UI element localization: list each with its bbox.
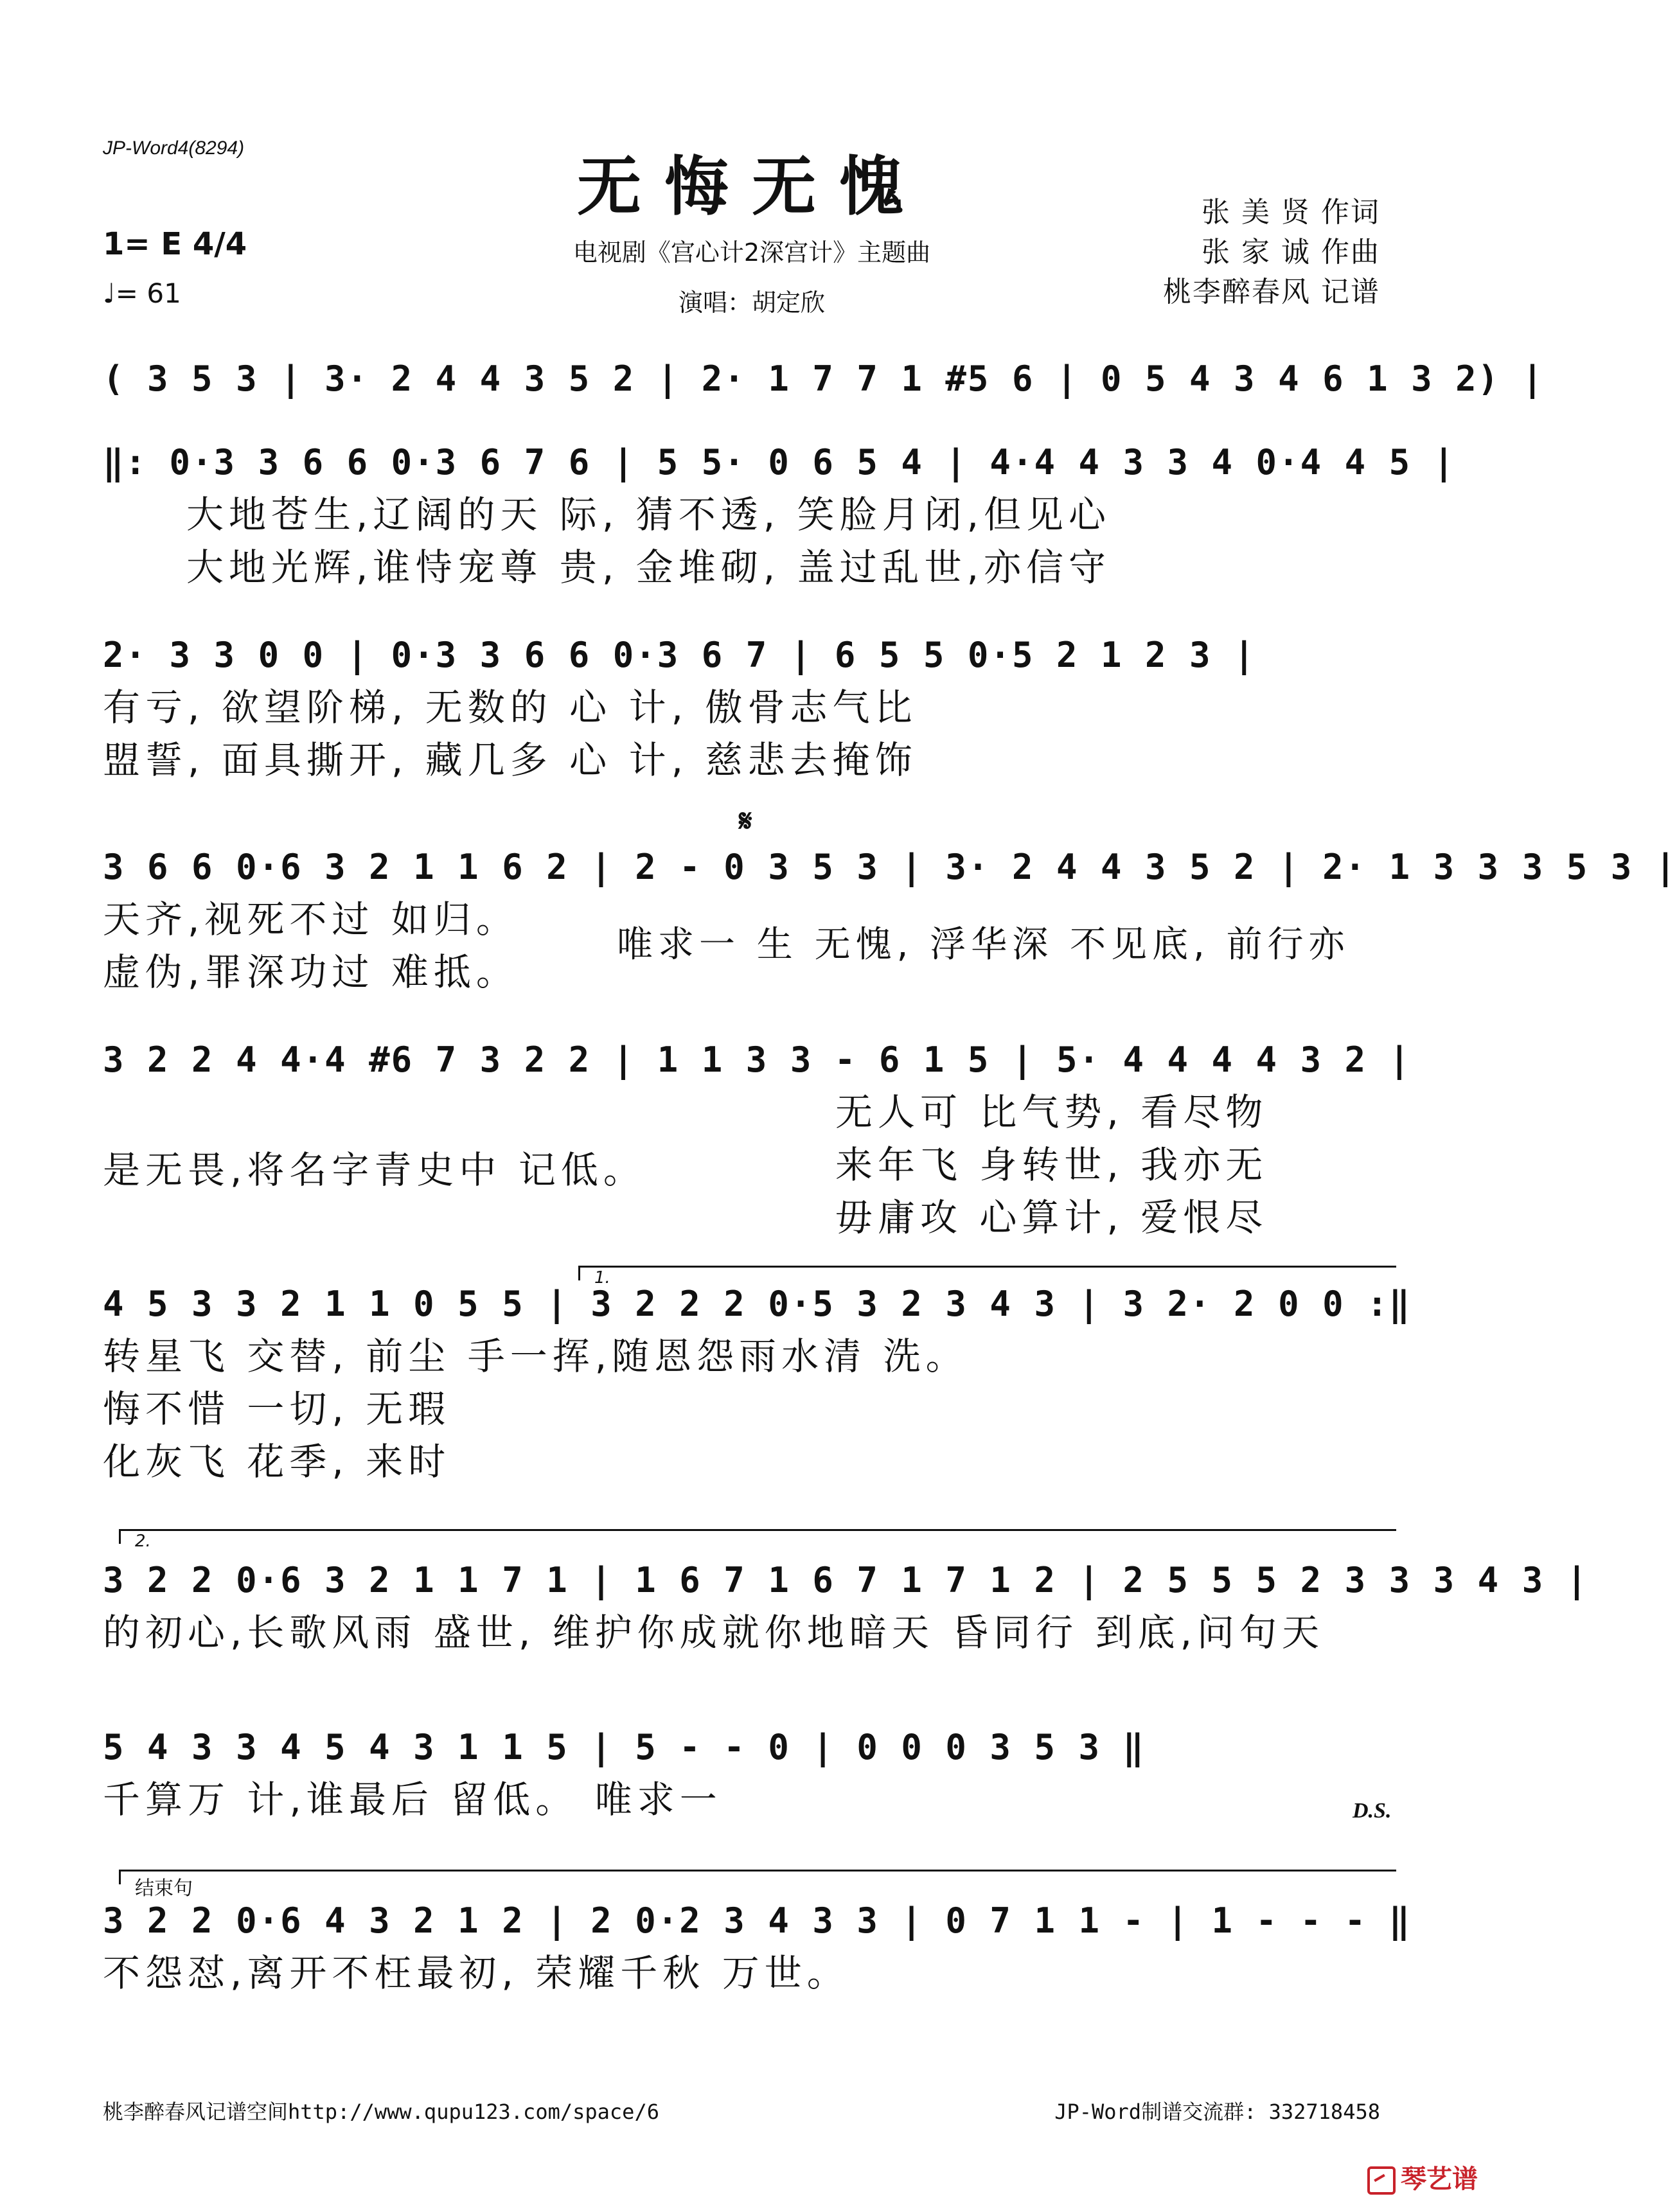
lyric-line-1: 的初心,长歌风雨 盛世, 维护你成就你地暗天 昏同行 到底,问句天 (103, 1611, 1325, 1654)
composer: 张 家 诚 作曲 (1202, 236, 1380, 269)
score-system-3 (103, 630, 1401, 786)
notes-line: 3 2 2 0·6 4 3 2 1 2 | 2 0·2 3 4 3 3 | 0 7 1 1 - | 1 - - - ‖ (103, 1900, 1412, 1941)
score-system-9 (103, 1877, 1412, 1999)
notes-line: ‖: 0·3 3 6 6 0·3 6 7 6 | 5 5· 0 6 5 4 | 4·4 4 3 3 4 0·4 4 5 | (103, 442, 1456, 482)
score-system-7 (103, 1532, 1589, 1659)
score-system-5 (103, 1034, 1412, 1253)
lyric-block (103, 893, 1401, 1009)
notes-line: 5 4 3 3 4 5 4 3 1 1 5 | 5 - - 0 | 0 0 0 3 5 3 ‖ (103, 1727, 1146, 1767)
software-label: JP-Word4(8294) (103, 137, 245, 159)
lyric-line-1: 有亏, 欲望阶梯, 无数的 心 计, 傲骨志气比 (103, 686, 918, 729)
credits-block (1163, 193, 1380, 312)
notes-line: 4 5 3 3 2 1 1 0 5 5 | 3 2 2 2 0·5 3 2 3 4 3 | 3 2· 2 0 0 :‖ (103, 1284, 1412, 1324)
lyric-line-1: 大地苍生,辽阔的天 际, 猜不透, 笑脸月闭,但见心 (186, 493, 1112, 536)
score-system-4 (103, 803, 1677, 1009)
lyric-right-1: 无人可 比气势, 看尽物 (835, 1090, 1268, 1134)
logo-icon (1367, 2166, 1396, 2195)
ds-marking: D.S. (1353, 1799, 1392, 1823)
volta-label: 1. (594, 1268, 610, 1287)
section-label: 结束句 (135, 1877, 193, 1900)
score-system-1 (103, 353, 1545, 405)
logo-text: 琴艺谱 (1401, 2164, 1478, 2194)
footer-left: 桃李醉春风记谱空间http://www.qupu123.com/space/6 (103, 2100, 659, 2124)
lyric-line-3: 化灰飞 花季, 来时 (103, 1440, 451, 1483)
lyric-line-2: 盟誓, 面具撕开, 藏几多 心 计, 慈悲去掩饰 (103, 738, 918, 782)
volta-bracket (119, 1529, 1396, 1544)
footer-right: JP-Word制谱交流群: 332718458 (1054, 2100, 1380, 2124)
key-signature: 1= E 4/4 (103, 226, 247, 262)
tempo-marking: ♩= 61 (103, 278, 181, 309)
lyric-line-1: 天齐,视死不过 如归。 (103, 898, 519, 941)
transcriber: 桃李醉春风 记谱 (1163, 276, 1380, 308)
singer-label: 演唱：胡定欣 (678, 288, 825, 317)
lyric-line-2: 虚伪,罪深功过 难抵。 (103, 950, 519, 994)
lyric-right-3: 毋庸攻 心算计, 爱恨尽 (835, 1196, 1268, 1239)
lyric-block (103, 1086, 1401, 1253)
volta-bracket (578, 1266, 1396, 1280)
lyric-line-1: 千算万 计,谁最后 留低。 唯求一 (103, 1778, 722, 1821)
notes-line: 3 2 2 4 4·4 #6 7 3 2 2 | 1 1 3 3 - 6 1 5 | 5· 4 4 4 4 3 2 | (103, 1040, 1412, 1080)
site-logo (1367, 2159, 1478, 2195)
segno-sign: 𝄋 (739, 803, 752, 839)
lyricist: 张 美 贤 作词 (1202, 196, 1380, 229)
lyric-line-2: 悔不惜 一切, 无瑕 (103, 1387, 451, 1431)
lyric-line-1: 不怨怼,离开不枉最初, 荣耀千秋 万世。 (103, 1951, 849, 1995)
song-title: 无悔无愧 (577, 149, 927, 224)
song-subtitle: 电视剧《宫心计2深宫计》主题曲 (572, 238, 931, 267)
score-system-6 (103, 1268, 1412, 1488)
score-system-2 (103, 437, 1456, 594)
lyric-line-1: 转星飞 交替, 前尘 手一挥,随恩怨雨水清 洗。 (103, 1334, 968, 1378)
notes-line: 3 6 6 0·6 3 2 1 1 6 2 | 2 - 0 3 5 3 | 3· 2 4 4 3 5 2 | 2· 1 3 3 3 5 3 | (103, 847, 1677, 887)
notes-line: 3 2 2 0·6 3 2 1 1 7 1 | 1 6 7 1 6 7 1 7 1 2 | 2 5 5 5 2 3 3 3 4 3 | (103, 1560, 1589, 1600)
lyric-line-1: 是无畏,将名字青史中 记低。 (103, 1148, 646, 1192)
volta-label: 2. (135, 1532, 151, 1551)
score-system-8 (103, 1722, 1401, 1826)
lyric-line-right: 唯求一 生 无愧, 浮华深 不见底, 前行亦 (617, 924, 1350, 966)
lyric-line-2: 大地光辉,谁恃宠尊 贵, 金堆砌, 盖过乱世,亦信守 (186, 545, 1112, 589)
lyric-right-2: 来年飞 身转世, 我亦无 (835, 1143, 1268, 1187)
notes-line: 2· 3 3 0 0 | 0·3 3 6 6 0·3 6 7 | 6 5 5 0·5 2 1 2 3 | (103, 635, 1256, 675)
section-bracket (119, 1870, 1396, 1884)
notes-line: ( 3 5 3 | 3· 2 4 4 3 5 2 | 2· 1 7 7 1 #5 6 | 0 5 4 3 4 6 1 3 2) | (103, 358, 1545, 399)
